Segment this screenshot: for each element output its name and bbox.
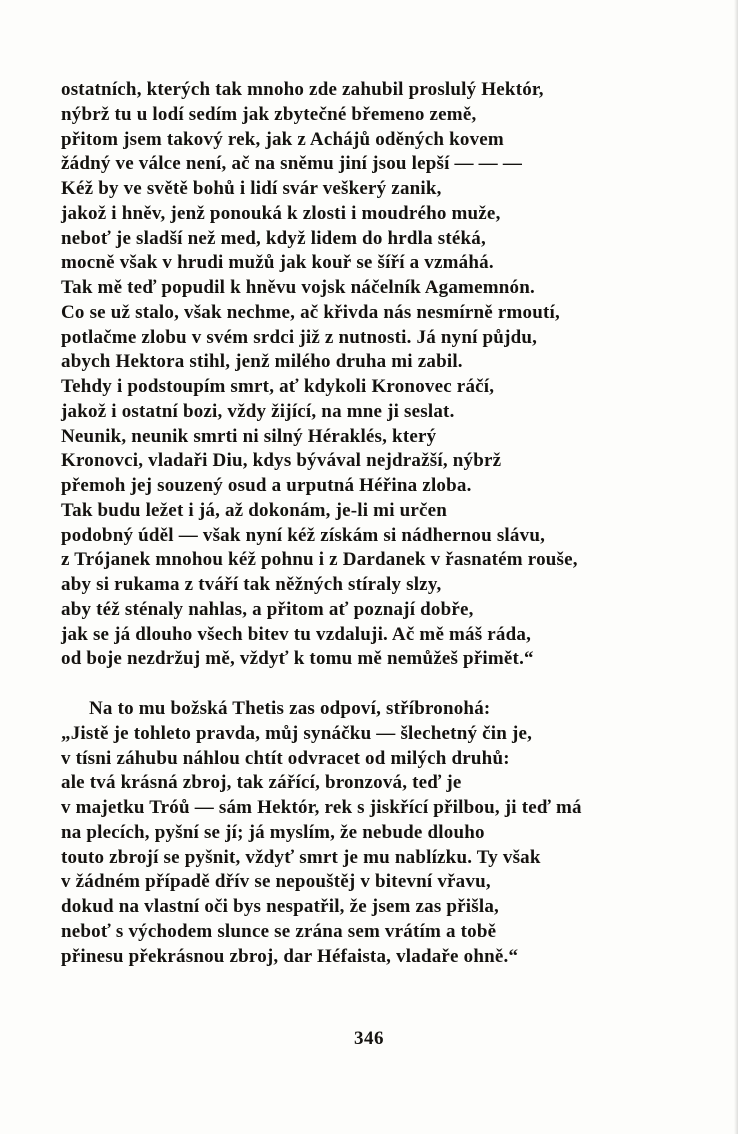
text-line: v tísni záhubu náhlou chtít odvracet od milých druhů:	[61, 747, 510, 769]
text-line: aby si rukama z tváří tak něžných stíraly slzy,	[61, 574, 442, 595]
text-line: neboť s východem slunce se zrána sem vrátím a tobě	[61, 920, 497, 942]
text-line: touto zbrojí se pyšnit, vždyť smrt je mu nablízku. Ty však	[61, 846, 541, 868]
text-line: Tak budu ležet i já, až dokonám, je-li mi určen	[61, 499, 448, 521]
text-line: jakož i hněv, jenž ponouká k zlosti i moudrého muže,	[61, 202, 501, 224]
text-line: z Trójanek mnohou kéž pohnu i z Dardanek v řasnatém rouše,	[61, 549, 578, 571]
text-line: aby též sténaly nahlas, a přitom ať poznají dobře,	[61, 598, 474, 620]
text-line: nýbrž tu u lodí sedím jak zbytečné břemeno země,	[61, 103, 477, 125]
text-line: jakož i ostatní bozi, vždy žijící, na mne ji seslat.	[61, 400, 455, 422]
paragraph-2	[61, 697, 701, 969]
text-line: ale tvá krásná zbroj, tak zářící, bronzová, teď je	[61, 772, 462, 794]
text-line: Kéž by ve světě bohů i lidí svár veškerý zanik,	[61, 178, 442, 199]
text-line: žádný ve válce není, ač na sněmu jiní jsou lepší — — —	[61, 153, 523, 175]
text-line: Na to mu božská Thetis zas odpoví, stříbronohá:	[89, 698, 491, 719]
text-line: Neunik, neunik smrti ni silný Héraklés, který	[61, 425, 437, 447]
text-line: mocně však v hrudi mužů jak kouř se šíří a vzmáhá.	[61, 252, 494, 274]
paragraph-1	[61, 78, 701, 672]
page-number: 346	[354, 1028, 384, 1049]
text-line: Kronovci, vladaři Diu, kdys bývával nejdražší, nýbrž	[61, 450, 502, 472]
text-line: Tak mě teď popudil k hněvu vojsk náčelník Agamemnón.	[61, 277, 535, 298]
page-edge-shadow	[734, 0, 738, 1134]
text-line: v žádném případě dřív se nepouštěj v bitevní vřavu,	[61, 871, 491, 893]
text-line: abych Hektora stihl, jenž milého druha mi zabil.	[61, 351, 463, 373]
text-line: v majetku Tróů — sám Hektór, rek s jiskřící přilbou, ji teď má	[61, 797, 582, 818]
text-line: „Jistě je tohleto pravda, můj synáčku — šlechetný čin je,	[61, 722, 533, 744]
text-line: od boje nezdržuj mě, vždyť k tomu mě nemůžeš přimět.“	[61, 648, 534, 670]
text-line: přitom jsem takový rek, jak z Achájů oděných kovem	[61, 128, 504, 150]
text-line: jak se já dlouho všech bitev tu vzdaluji. Ač mě máš ráda,	[61, 623, 532, 645]
text-line: podobný úděl — však nyní kéž získám si nádhernou slávu,	[61, 524, 546, 546]
text-line: přemoh jej souzený osud a urputná Héřina zloba.	[61, 475, 472, 496]
text-block	[61, 78, 701, 969]
text-line: přinesu překrásnou zbroj, dar Héfaista, vladaře ohně.“	[61, 945, 519, 967]
text-line: Co se už stalo, však nechme, ač křivda nás nesmírně rmoutí,	[61, 301, 560, 323]
text-line: potlačme zlobu v svém srdci již z nutnosti. Já nyní půjdu,	[61, 326, 538, 348]
text-line: Tehdy i podstoupím smrt, ať kdykoli Kronovec ráčí,	[61, 376, 495, 397]
text-line: na plecích, pyšní se jí; já myslím, že nebude dlouho	[61, 821, 485, 843]
text-line: neboť je sladší než med, když lidem do hrdla stéká,	[61, 227, 486, 249]
text-line: ostatních, kterých tak mnoho zde zahubil proslulý Hektór,	[61, 79, 544, 100]
text-line: dokud na vlastní oči bys nespatřil, že jsem zas přišla,	[61, 896, 500, 917]
